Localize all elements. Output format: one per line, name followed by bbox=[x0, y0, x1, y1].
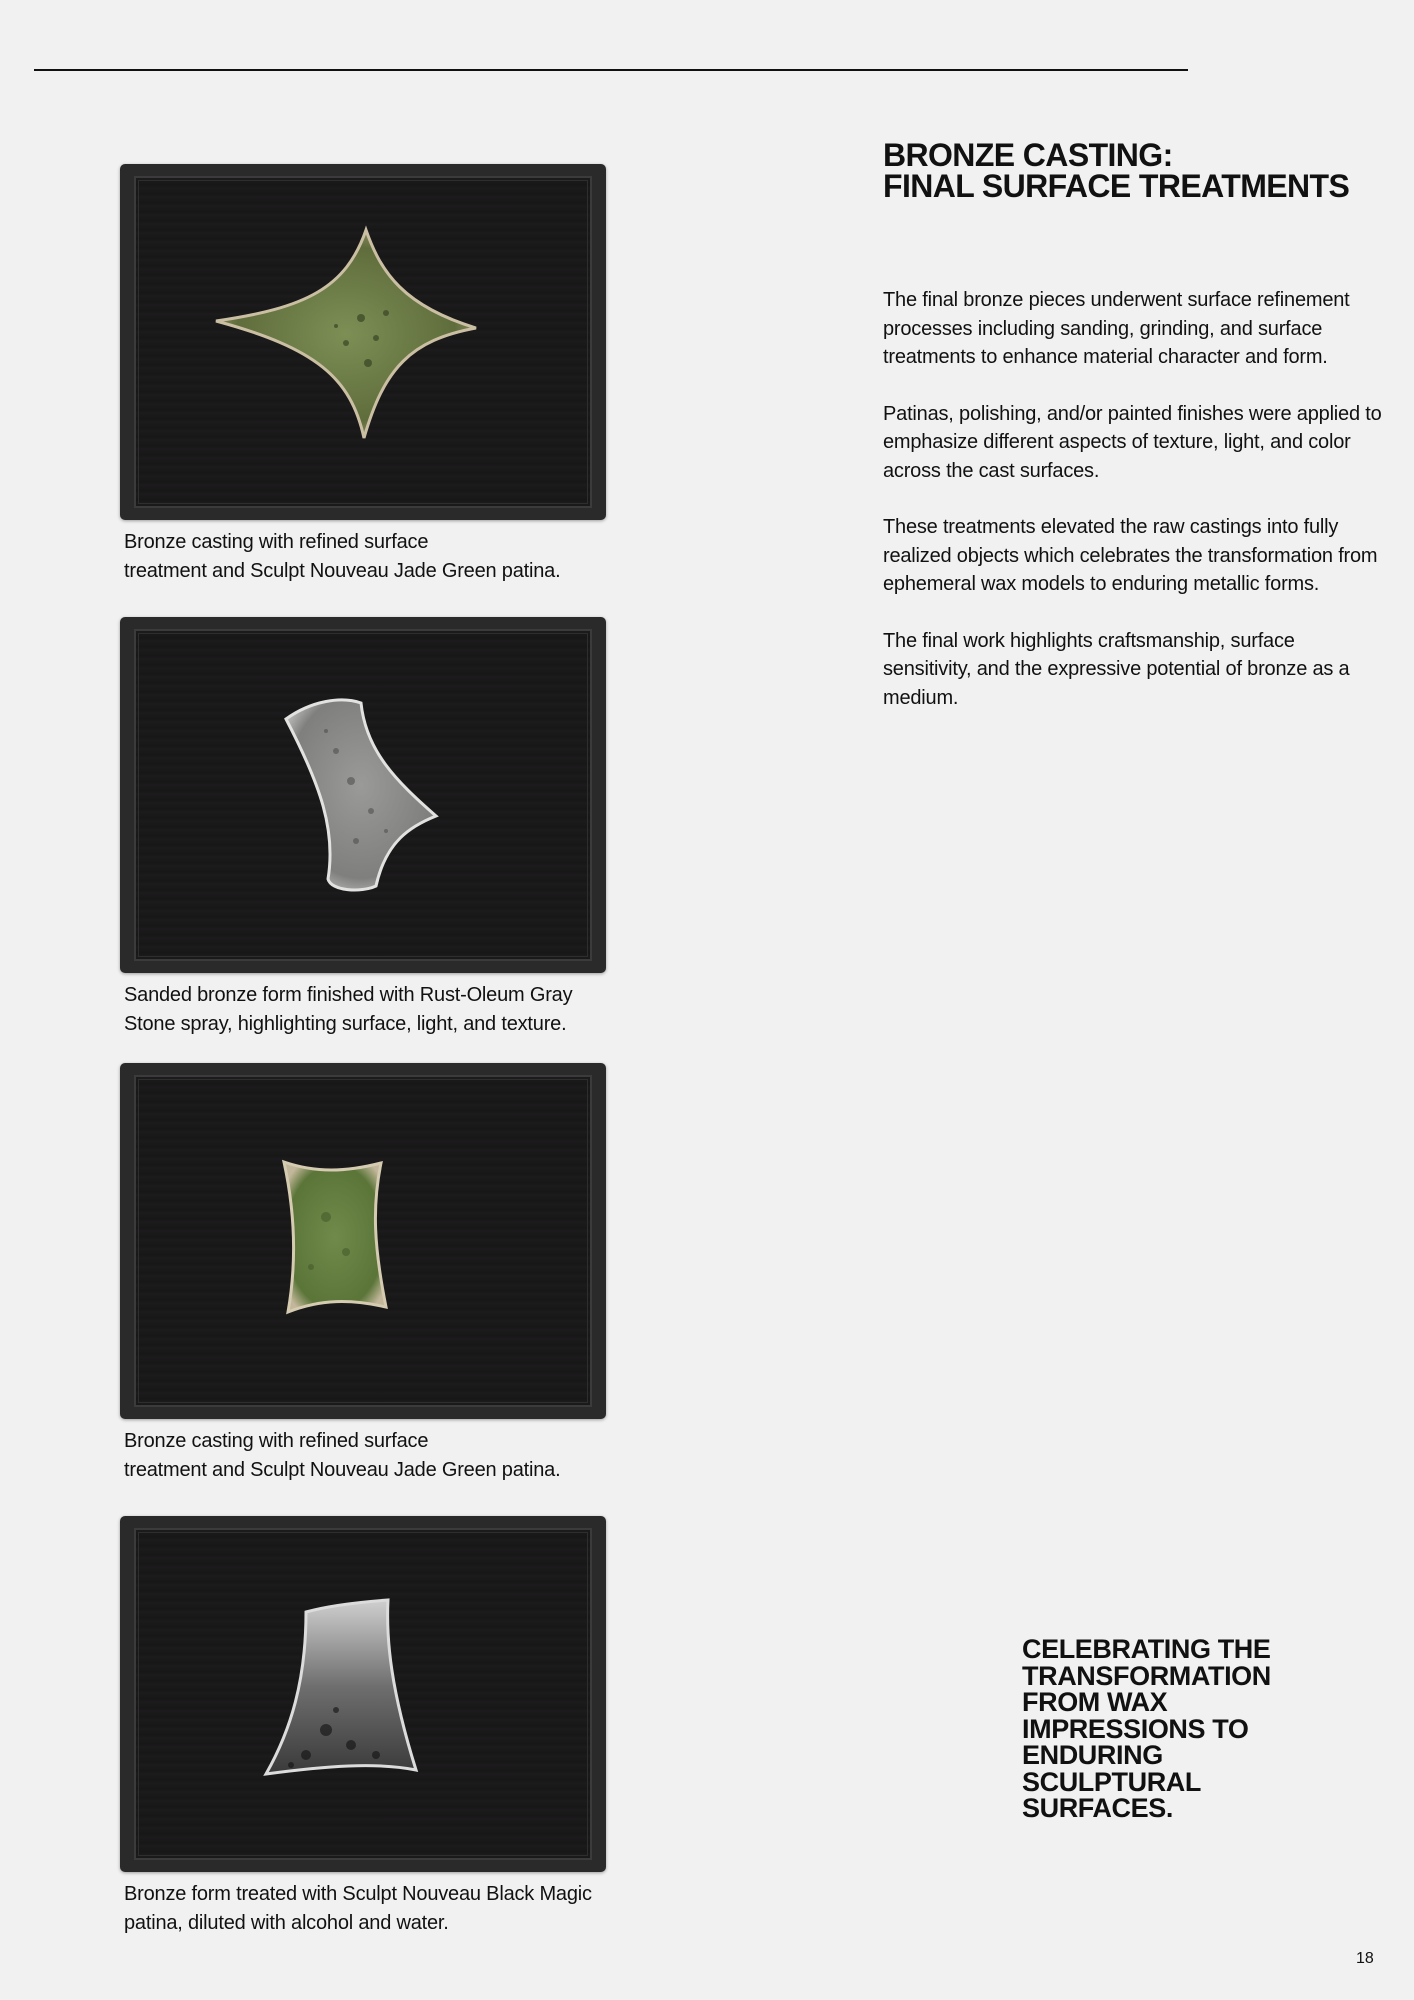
top-rule bbox=[34, 69, 1188, 71]
gray-stone-casting-image bbox=[136, 631, 590, 959]
caption-line: Bronze form treated with Sculpt Nouveau Black Magic bbox=[124, 1883, 592, 1905]
black-magic-casting-image bbox=[136, 1530, 590, 1858]
figure-caption bbox=[124, 1880, 624, 1938]
body-text bbox=[883, 286, 1383, 740]
photo-tray-inner bbox=[134, 1075, 592, 1407]
title-line: FINAL SURFACE TREATMENTS bbox=[883, 168, 1350, 204]
callout-line: SCULPTURAL bbox=[1022, 1766, 1201, 1797]
callout-line: ENDURING bbox=[1022, 1740, 1163, 1770]
figure-3 bbox=[120, 1063, 606, 1485]
figure-4 bbox=[120, 1516, 606, 1938]
caption-line: treatment and Sculpt Nouveau Jade Green patina. bbox=[124, 1459, 561, 1481]
figure-2 bbox=[120, 617, 606, 1039]
paragraph: The final work highlights craftsmanship, surface sensitivity, and the expressive potential of bronze as a medium. bbox=[883, 629, 1350, 709]
figure-1 bbox=[120, 164, 606, 586]
callout-heading bbox=[1022, 1636, 1271, 1822]
caption-line: Bronze casting with refined surface bbox=[124, 1430, 429, 1452]
callout-line: SURFACES. bbox=[1022, 1793, 1173, 1823]
figure-caption bbox=[124, 528, 624, 586]
photo-tray-frame bbox=[120, 1516, 606, 1872]
caption-line: Sanded bronze form finished with Rust-Oleum Gray bbox=[124, 984, 573, 1006]
title-line: BRONZE CASTING: bbox=[883, 137, 1173, 173]
figure-caption bbox=[124, 1427, 624, 1485]
caption-line: Bronze casting with refined surface bbox=[124, 531, 429, 553]
photo-tray-inner bbox=[134, 629, 592, 961]
page-title bbox=[883, 137, 1350, 204]
photo-tray-frame bbox=[120, 1063, 606, 1419]
caption-line: Stone spray, highlighting surface, light, and texture. bbox=[124, 1013, 567, 1035]
photo-tray-inner bbox=[134, 1528, 592, 1860]
paragraph: The final bronze pieces underwent surface refinement processes including sanding, grinding, and surface treatments to enhance material character and form. bbox=[883, 289, 1350, 368]
jade-green-casting-image bbox=[136, 1077, 590, 1405]
callout-line: IMPRESSIONS TO bbox=[1022, 1713, 1249, 1744]
callout-line: CELEBRATING THE bbox=[1022, 1634, 1271, 1664]
bronze-star-casting-image bbox=[136, 178, 590, 506]
callout-line: FROM WAX bbox=[1022, 1687, 1168, 1717]
paragraph: Patinas, polishing, and/or painted finishes were applied to emphasize different aspects of texture, light, and color across the cast surfaces. bbox=[883, 402, 1382, 482]
photo-tray-frame bbox=[120, 617, 606, 973]
page-number: 18 bbox=[1356, 1950, 1374, 1967]
callout-line: TRANSFORMATION bbox=[1022, 1660, 1271, 1691]
figure-caption bbox=[124, 981, 624, 1039]
paragraph: These treatments elevated the raw castings into fully realized objects which celebrates the transformation from ephemeral wax models to enduring metallic forms. bbox=[883, 516, 1378, 595]
caption-line: treatment and Sculpt Nouveau Jade Green patina. bbox=[124, 560, 561, 582]
photo-tray-frame bbox=[120, 164, 606, 520]
caption-line: patina, diluted with alcohol and water. bbox=[124, 1912, 449, 1934]
photo-tray-inner bbox=[134, 176, 592, 508]
